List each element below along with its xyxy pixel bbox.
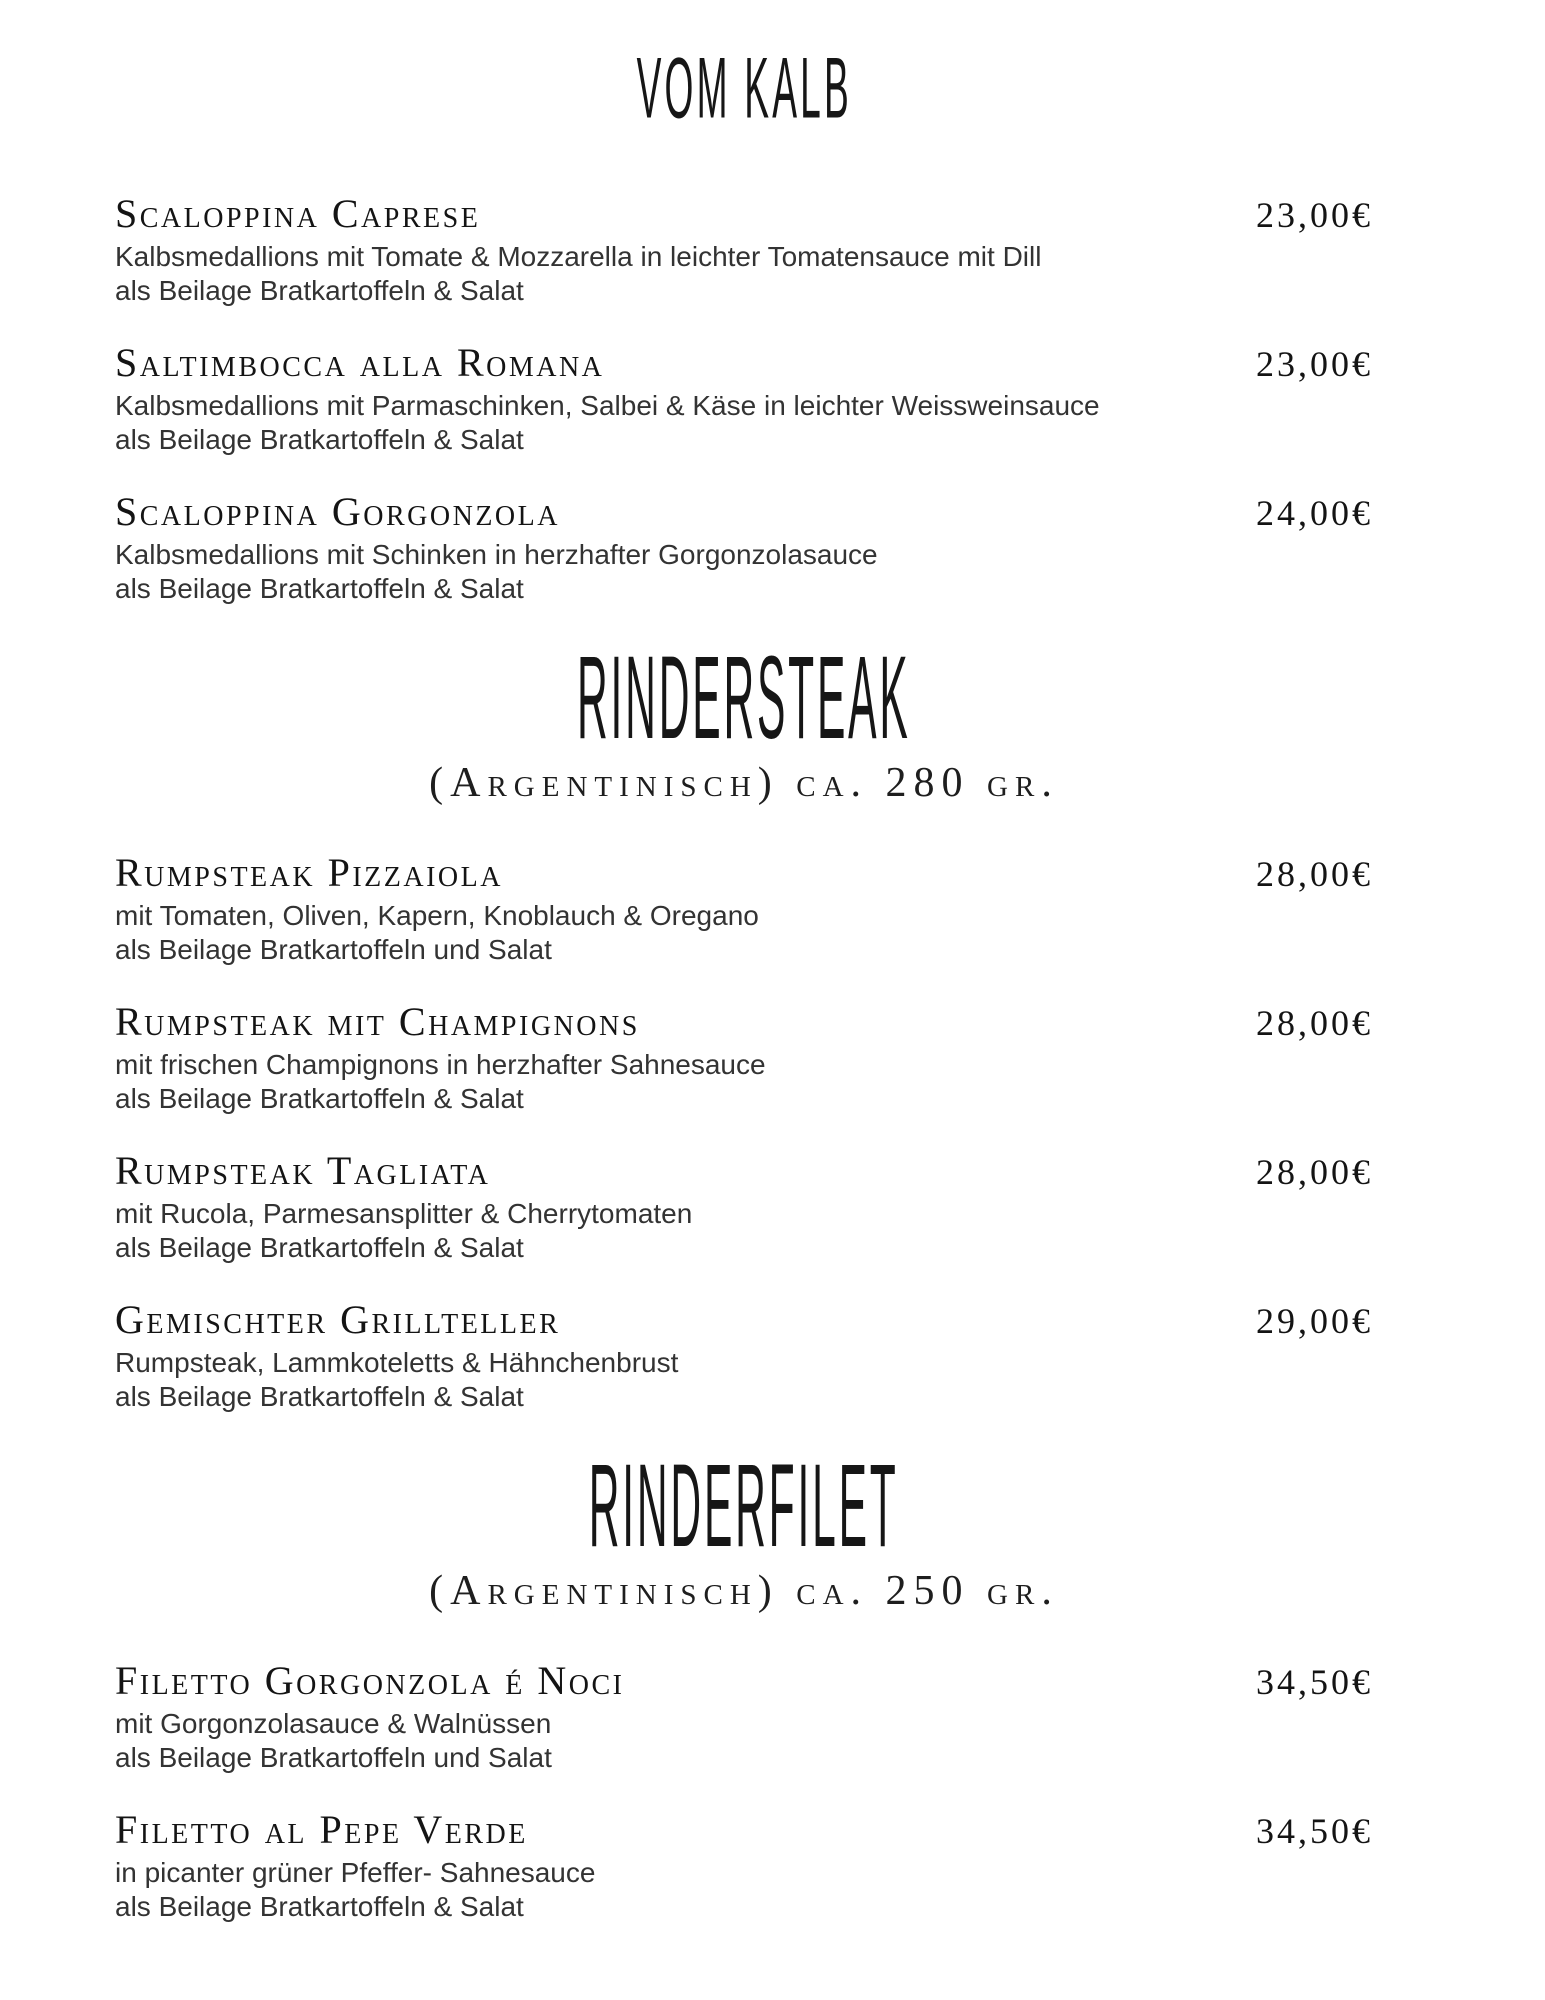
item-price: 28,00€ <box>1256 854 1373 894</box>
item-description <box>115 389 1373 457</box>
item-desc-line: Kalbsmedallions mit Schinken in herzhafter Gorgonzolasauce <box>115 539 878 570</box>
menu-item <box>115 1000 1373 1116</box>
item-desc-line: mit Rucola, Parmesansplitter & Cherrytomaten <box>115 1198 693 1229</box>
item-desc-line: als Beilage Bratkartoffeln und Salat <box>115 1742 552 1773</box>
section-title: RINDERSTEAK <box>577 632 911 764</box>
item-name: Gemischter Grillteller <box>115 1297 561 1342</box>
section-header <box>115 39 1373 137</box>
item-description <box>115 1197 1373 1265</box>
item-name: Saltimbocca alla Romana <box>115 340 605 385</box>
item-desc-line: Rumpsteak, Lammkoteletts & Hähnchenbrust <box>115 1347 679 1378</box>
item-price: 24,00€ <box>1256 493 1373 533</box>
item-description <box>115 899 1373 967</box>
section-subtitle: (Argentinisch) ca. 280 gr. <box>429 760 1059 806</box>
menu-item <box>115 490 1373 606</box>
menu-item <box>115 1808 1373 1924</box>
section-title: VOM KALB <box>636 39 852 137</box>
menu-item <box>115 851 1373 967</box>
item-desc-line: als Beilage Bratkartoffeln & Salat <box>115 1232 524 1263</box>
item-description <box>115 538 1373 606</box>
item-desc-line: als Beilage Bratkartoffeln & Salat <box>115 424 524 455</box>
menu-item <box>115 341 1373 457</box>
item-name: Scaloppina Caprese <box>115 191 481 236</box>
section-subtitle: (Argentinisch) ca. 250 gr. <box>429 1568 1059 1614</box>
item-desc-line: Kalbsmedallions mit Tomate & Mozzarella in leichter Tomatensauce mit Dill <box>115 241 1042 272</box>
item-desc-line: mit Gorgonzolasauce & Walnüssen <box>115 1708 552 1739</box>
item-description <box>115 1856 1373 1924</box>
item-name: Filetto Gorgonzola é Noci <box>115 1658 625 1703</box>
item-desc-line: als Beilage Bratkartoffeln & Salat <box>115 1381 524 1412</box>
item-desc-line: als Beilage Bratkartoffeln & Salat <box>115 275 524 306</box>
item-desc-line: als Beilage Bratkartoffeln & Salat <box>115 1083 524 1114</box>
item-desc-line: mit frischen Champignons in herzhafter Sahnesauce <box>115 1049 766 1080</box>
item-price: 34,50€ <box>1256 1811 1373 1851</box>
item-price: 23,00€ <box>1256 344 1373 384</box>
item-name: Rumpsteak mit Champignons <box>115 999 640 1044</box>
menu-item <box>115 1149 1373 1265</box>
item-desc-line: als Beilage Bratkartoffeln & Salat <box>115 573 524 604</box>
item-desc-line: in picanter grüner Pfeffer- Sahnesauce <box>115 1857 596 1888</box>
section-rindersteak <box>115 632 1373 1414</box>
menu-item <box>115 1298 1373 1414</box>
section-header <box>115 632 1373 807</box>
item-desc-line: als Beilage Bratkartoffeln und Salat <box>115 934 552 965</box>
item-name: Rumpsteak Tagliata <box>115 1148 491 1193</box>
item-description <box>115 1048 1373 1116</box>
item-price: 28,00€ <box>1256 1152 1373 1192</box>
item-name: Rumpsteak Pizzaiola <box>115 850 503 895</box>
item-desc-line: Kalbsmedallions mit Parmaschinken, Salbei & Käse in leichter Weissweinsauce <box>115 390 1100 421</box>
item-name: Scaloppina Gorgonzola <box>115 489 560 534</box>
section-header <box>115 1440 1373 1615</box>
item-description <box>115 240 1373 308</box>
item-description <box>115 1346 1373 1414</box>
item-price: 29,00€ <box>1256 1301 1373 1341</box>
item-price: 23,00€ <box>1256 195 1373 235</box>
menu-item <box>115 1659 1373 1775</box>
item-name: Filetto al Pepe Verde <box>115 1807 528 1852</box>
item-desc-line: als Beilage Bratkartoffeln & Salat <box>115 1891 524 1922</box>
item-price: 34,50€ <box>1256 1662 1373 1702</box>
item-price: 28,00€ <box>1256 1003 1373 1043</box>
section-rinderfilet <box>115 1440 1373 1924</box>
menu-item <box>115 192 1373 308</box>
section-title: RINDERFILET <box>589 1440 899 1572</box>
item-description <box>115 1707 1373 1775</box>
item-desc-line: mit Tomaten, Oliven, Kapern, Knoblauch & Oregano <box>115 900 759 931</box>
section-vom-kalb <box>115 39 1373 606</box>
